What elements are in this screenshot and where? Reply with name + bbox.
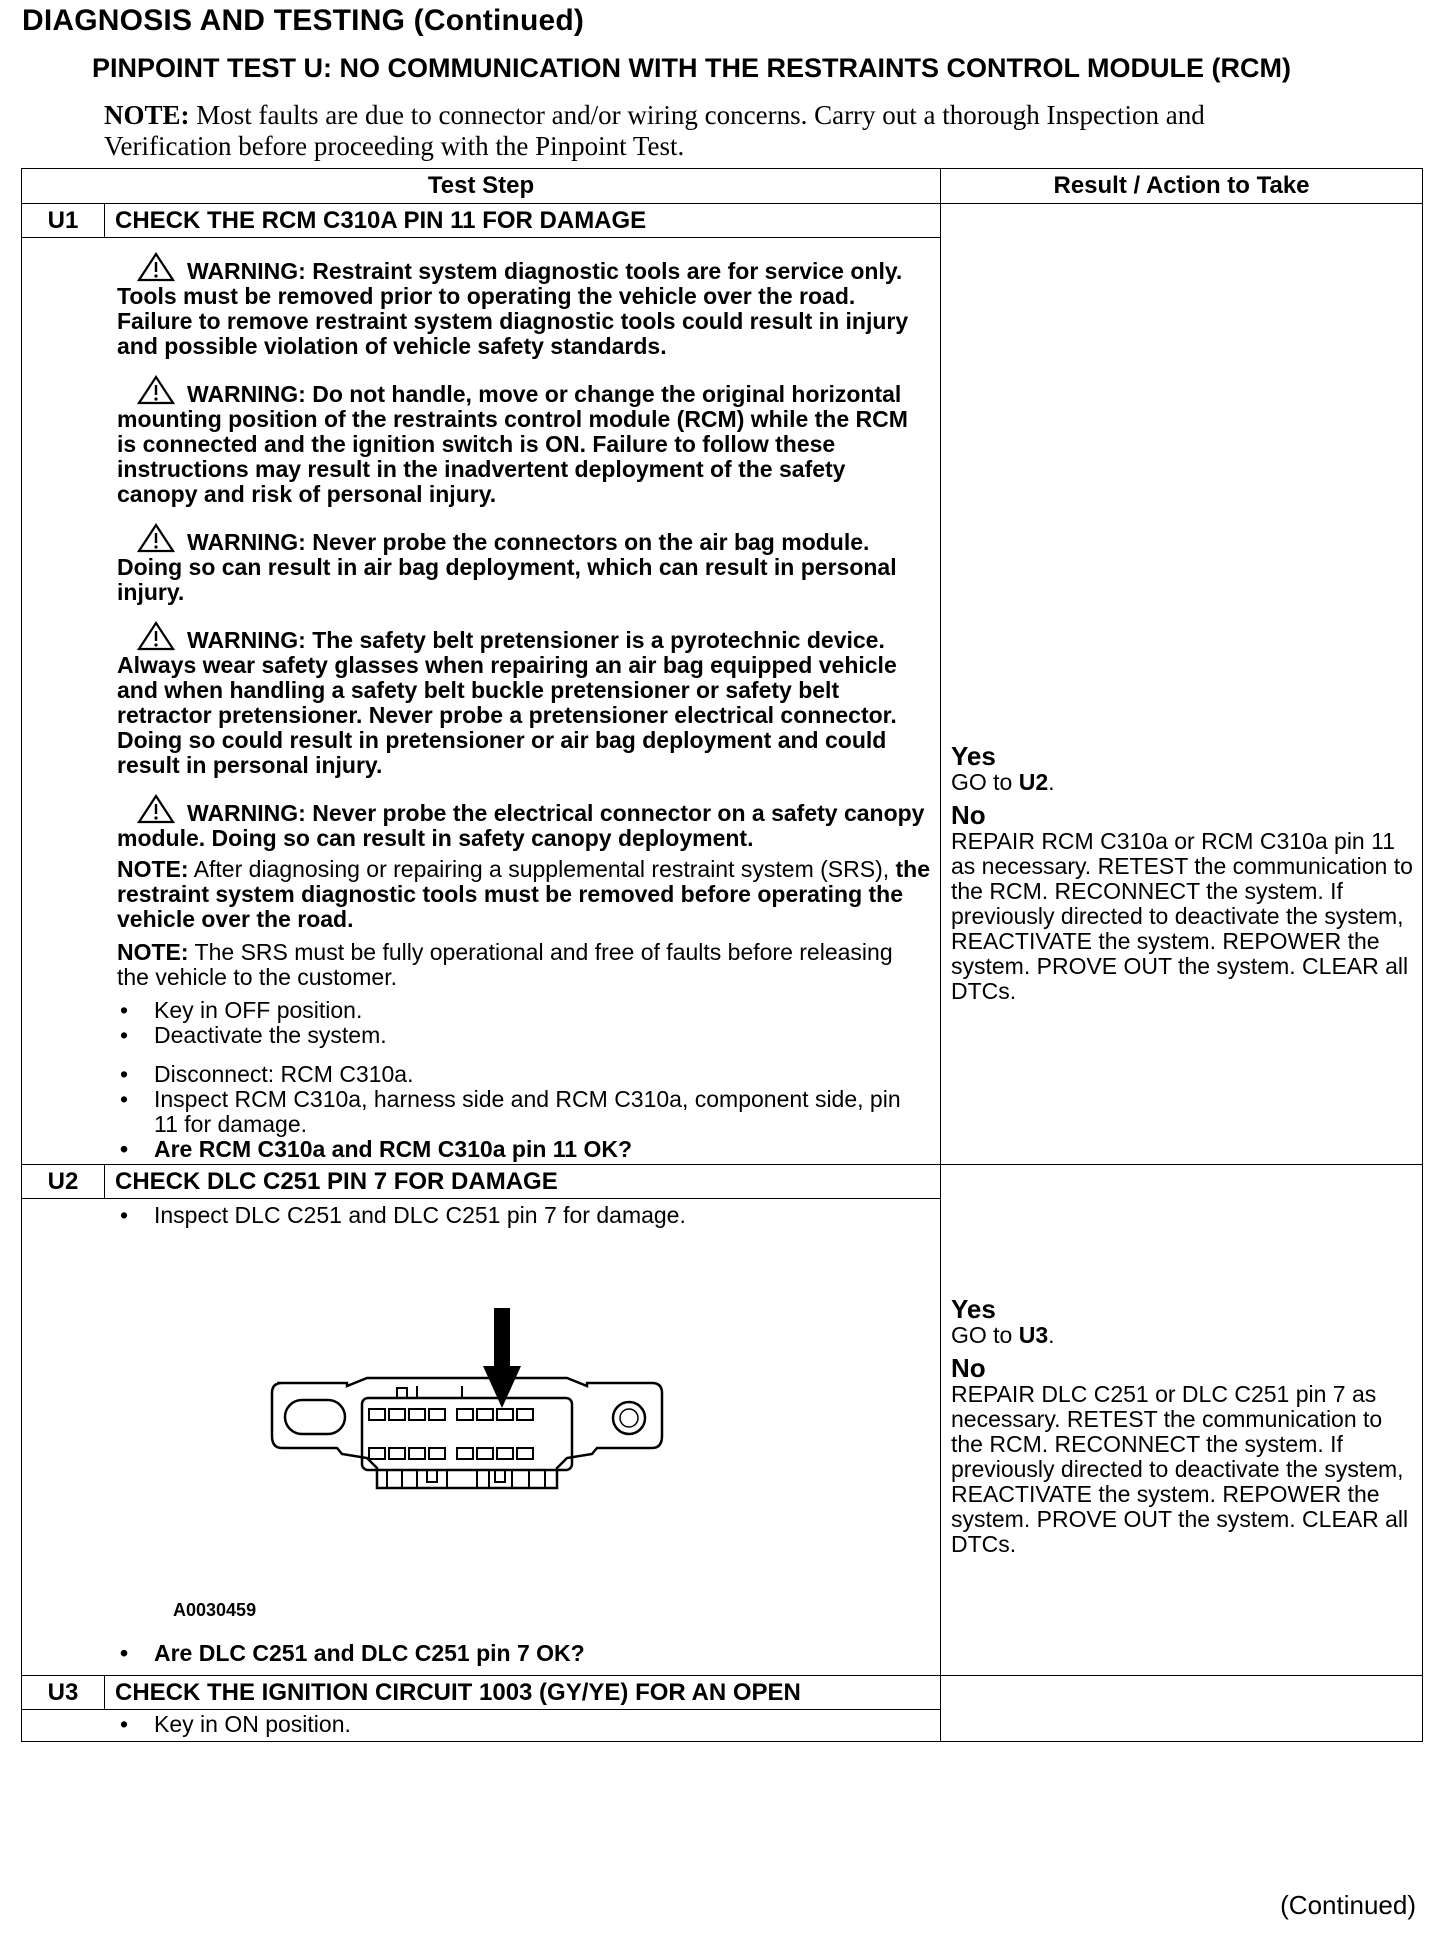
yes-action: GO to U2. [951,769,1055,795]
yes-action: GO to U3. [951,1322,1055,1348]
list-item: • Inspect DLC C251 and DLC C251 pin 7 for damage. [117,1203,930,1228]
no-label: No [951,1353,986,1383]
warning-block [117,523,930,605]
dlc-connector-illustration [267,1308,667,1538]
warning-text: WARNING: The safety belt pretensioner is a pyrotechnic device. Always wear safety glasses when repairing an air bag equipped vehicle and when handling a safety belt buckle pretensioner or safety belt retractor pretensioner. Never probe a pretensioner electrical connector. Doing so could result in pretensioner or air bag deployment and could result in personal injury. [117,627,897,778]
warning-text: WARNING: Do not handle, move or change the original horizontal mounting position of the restraints control module (RCM) while the RCM is connected and the ignition switch is ON. Failure to follow these instructions may result in the inadvertent deployment of the safety canopy and risk of personal injury. [117,381,908,507]
list-item: • Disconnect: RCM C310a. [117,1062,930,1087]
step-u2-content [22,1199,941,1676]
u1-note-1: NOTE: After diagnosing or repairing a supplemental restraint system (SRS), the restraint system diagnostic tools must be removed before operating the vehicle over the road. [117,856,931,932]
dlc-connector-diagram [267,1308,667,1538]
warning-text: WARNING: Never probe the connectors on the air bag module. Doing so can result in air bag deployment, which can result in personal injury. [117,529,897,605]
step-id-u3: U3 [22,1676,105,1710]
continued-footer: (Continued) [1280,1890,1416,1920]
step-title-u3: CHECK THE IGNITION CIRCUIT 1003 (GY/YE) FOR AN OPEN [105,1676,941,1710]
step-u1-result [941,204,1423,1165]
u2-question: • Are DLC C251 and DLC C251 pin 7 OK? [117,1641,930,1666]
warning-triangle-icon [137,621,175,651]
no-action: REPAIR RCM C310a or RCM C310a pin 11 as necessary. RETEST the communication to the RCM. RECONNECT the system. If previously directed to deactivate the system, REACTIVATE the system. REPOWER the system. PROVE OUT the system. CLEAR all DTCs. [951,828,1413,1004]
step-u3-header-row [22,1676,1423,1710]
warning-block [117,794,930,851]
warning-triangle-icon [137,523,175,553]
note-text: Most faults are due to connector and/or wiring concerns. Carry out a thorough Inspection and Verification before proceeding with the Pinpoint Test. [104,100,1205,161]
step-u1-header-row [22,204,1423,238]
yes-label: Yes [951,1294,996,1324]
no-action: REPAIR DLC C251 or DLC C251 pin 7 as necessary. RETEST the communication to the RCM. RECONNECT the system. If previously directed to deactivate the system, REACTIVATE the system. REPOWER the system. PROVE OUT the system. CLEAR all DTCs. [951,1381,1409,1557]
step-id-u2: U2 [22,1165,105,1199]
step-title-u1: CHECK THE RCM C310A PIN 11 FOR DAMAGE [105,204,941,238]
step-title-u2: CHECK DLC C251 PIN 7 FOR DAMAGE [105,1165,941,1199]
u1-question: • Are RCM C310a and RCM C310a pin 11 OK? [117,1137,930,1162]
pinpoint-test-title: PINPOINT TEST U: NO COMMUNICATION WITH THE RESTRAINTS CONTROL MODULE (RCM) [92,53,1291,83]
warning-triangle-icon [137,794,175,824]
u1-bullets-a [117,998,930,1048]
col-header-result: Result / Action to Take [941,169,1423,204]
step-u3-content [22,1710,941,1742]
step-id-u1: U1 [22,204,105,238]
pointer-arrow-icon [483,1308,521,1408]
u1-note-2: NOTE: The SRS must be fully operational and free of faults before releasing the vehicle to the customer. [117,939,893,990]
list-item: • Key in ON position. [117,1712,930,1737]
step-u3-result [941,1676,1423,1742]
warning-block [117,621,930,778]
figure-code: A0030459 [173,1600,257,1620]
col-header-test-step: Test Step [22,169,941,204]
warning-triangle-icon [137,375,175,405]
pinpoint-test-table [21,168,1423,1742]
no-label: No [951,800,986,830]
yes-label: Yes [951,741,996,771]
step-u2-result [941,1165,1423,1676]
header-note [104,100,1214,162]
u1-bullets-b [117,1062,930,1162]
step-u2-header-row [22,1165,1423,1199]
list-item: • Inspect RCM C310a, harness side and RCM C310a, component side, pin 11 for damage. [117,1087,930,1137]
list-item: • Deactivate the system. [117,1023,930,1048]
warning-block [117,252,930,359]
warning-text: WARNING: Restraint system diagnostic tools are for service only. Tools must be removed prior to operating the vehicle over the road. Failure to remove restraint system diagnostic tools could result in injury and possible violation of vehicle safety standards. [117,258,909,359]
step-u1-content [22,238,941,1165]
list-item: • Key in OFF position. [117,998,930,1023]
warning-triangle-icon [137,252,175,282]
page-title: DIAGNOSIS AND TESTING (Continued) [22,4,585,37]
warning-text: WARNING: Never probe the electrical connector on a safety canopy module. Doing so can result in safety canopy deployment. [117,800,925,851]
note-label: NOTE: [104,100,190,130]
warning-block [117,375,930,507]
